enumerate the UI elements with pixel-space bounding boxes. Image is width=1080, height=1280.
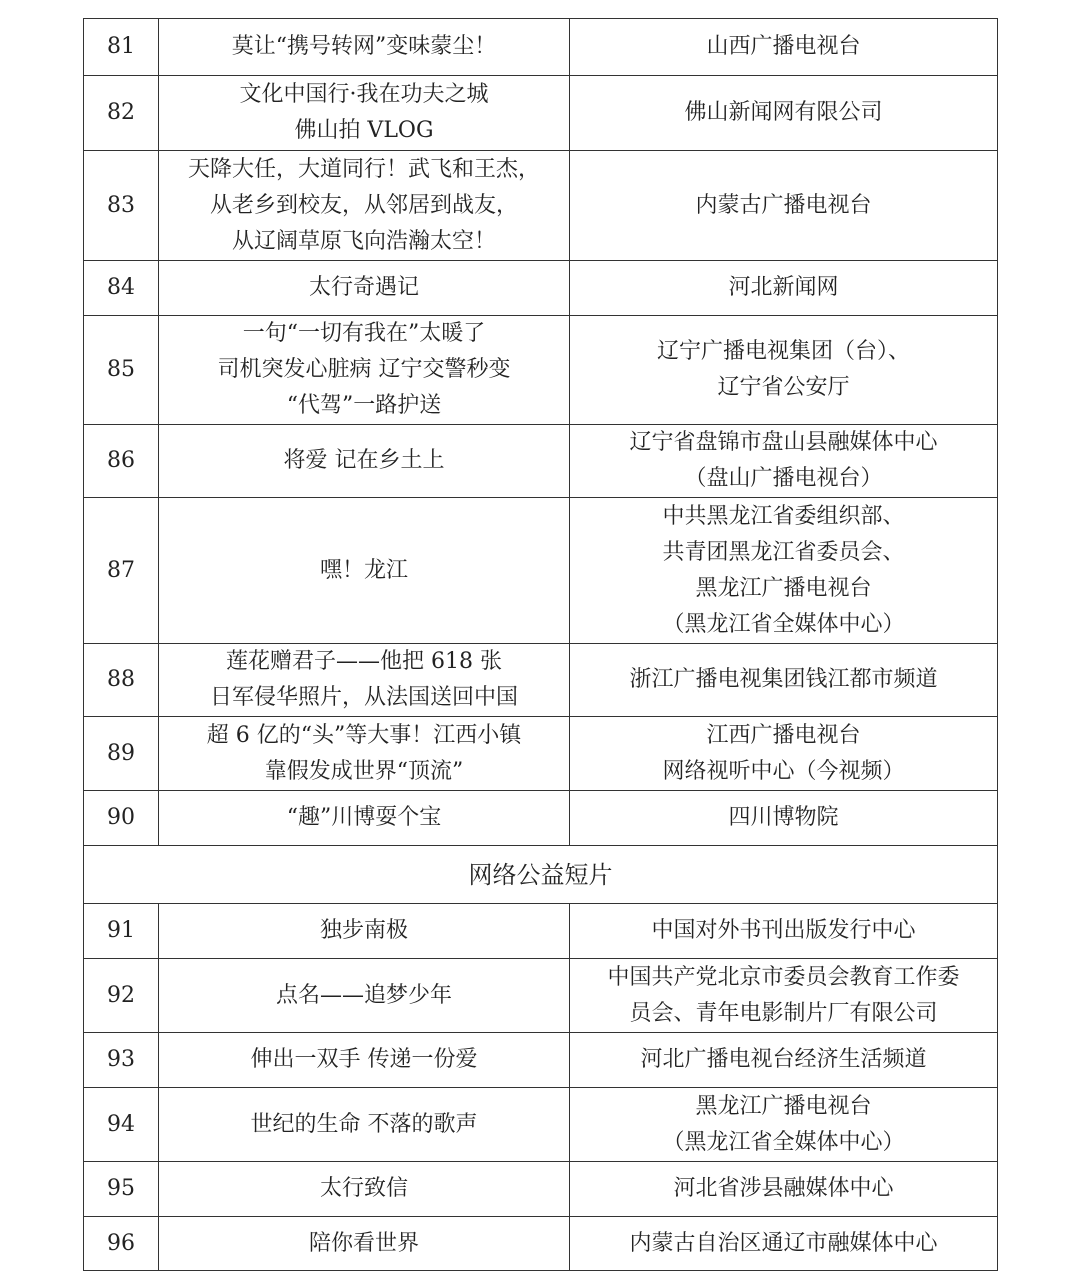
work-title-line: 佛山拍 VLOG xyxy=(294,118,434,143)
work-title-line: “代驾”一路护送 xyxy=(286,393,442,418)
table-row xyxy=(84,498,998,644)
organization-cell xyxy=(570,151,998,261)
organization-line: 浙江广播电视集团钱江都市频道 xyxy=(629,667,938,692)
table-row xyxy=(84,791,998,846)
organization-line: 佛山新闻网有限公司 xyxy=(684,100,883,125)
row-number: 96 xyxy=(84,1217,159,1271)
work-title-line: 文化中国行·我在功夫之城 xyxy=(239,82,489,107)
work-title-line: 嘿！龙江 xyxy=(319,557,408,583)
organization-line: 黑龙江广播电视台 xyxy=(695,575,872,601)
work-title-cell xyxy=(159,151,570,261)
organization-line: 中国对外书刊出版发行中心 xyxy=(651,918,916,943)
work-title-line: 伸出一双手 传递一份爱 xyxy=(250,1047,478,1072)
table-row xyxy=(84,1033,998,1088)
work-title-cell xyxy=(159,959,570,1033)
row-number: 90 xyxy=(84,791,159,846)
row-number: 85 xyxy=(84,316,159,425)
organization-line: 网络视听中心（今视频） xyxy=(662,758,905,784)
work-title-line: 莫让“携号转网”变味蒙尘！ xyxy=(231,34,497,59)
organization-cell xyxy=(570,1217,998,1271)
organization-line: 共青团黑龙江省委员会、 xyxy=(662,539,905,565)
table-row xyxy=(84,644,998,717)
organization-line: 江西广播电视台 xyxy=(706,722,861,748)
organization-cell xyxy=(570,1088,998,1162)
organization-line: 内蒙古广播电视台 xyxy=(695,192,872,218)
table-row xyxy=(84,316,998,425)
organization-line: （黑龙江省全媒体中心） xyxy=(662,611,905,637)
work-title-line: 天降大任，大道同行！武飞和王杰， xyxy=(187,156,540,182)
table-row xyxy=(84,151,998,261)
work-title-cell xyxy=(159,791,570,846)
work-title-line: “趣”川博耍个宝 xyxy=(286,805,442,830)
organization-cell xyxy=(570,791,998,846)
work-title-line: 将爱 记在乡土上 xyxy=(283,448,445,473)
row-number: 94 xyxy=(84,1088,159,1162)
row-number: 89 xyxy=(84,717,159,791)
organization-cell xyxy=(570,498,998,644)
organization-line: 河北广播电视台经济生活频道 xyxy=(640,1047,927,1072)
work-title-line: 陪你看世界 xyxy=(308,1230,419,1256)
row-number: 95 xyxy=(84,1162,159,1217)
work-title-line: 点名——追梦少年 xyxy=(275,982,452,1008)
organization-line: 四川博物院 xyxy=(728,805,839,830)
table-row xyxy=(84,261,998,316)
row-number: 83 xyxy=(84,151,159,261)
organization-cell xyxy=(570,959,998,1033)
organization-cell xyxy=(570,904,998,959)
work-title-cell xyxy=(159,717,570,791)
organization-line: 辽宁省盘锦市盘山县融媒体中心 xyxy=(629,430,938,455)
organization-cell xyxy=(570,261,998,316)
organization-line: （黑龙江省全媒体中心） xyxy=(662,1129,905,1155)
table-row xyxy=(84,76,998,151)
table-row xyxy=(84,904,998,959)
table-row xyxy=(84,19,998,76)
work-title-line: 司机突发心脏病 辽宁交警秒变 xyxy=(217,357,511,382)
work-title-line: 从辽阔草原飞向浩瀚太空！ xyxy=(231,228,496,254)
row-number: 82 xyxy=(84,76,159,151)
work-title-line: 太行奇遇记 xyxy=(308,275,419,300)
table-row xyxy=(84,717,998,791)
work-title-cell xyxy=(159,1217,570,1271)
work-title-line: 一句“一切有我在”太暖了 xyxy=(242,321,486,346)
work-title-line: 超 6 亿的“头”等大事！江西小镇 xyxy=(206,722,522,748)
row-number: 91 xyxy=(84,904,159,959)
row-number: 84 xyxy=(84,261,159,316)
organization-line: 辽宁省公安厅 xyxy=(717,375,850,400)
table-row xyxy=(84,425,998,498)
organization-line: 山西广播电视台 xyxy=(706,34,861,59)
organization-cell xyxy=(570,644,998,717)
work-title-cell xyxy=(159,1088,570,1162)
work-title-cell xyxy=(159,644,570,717)
organization-cell xyxy=(570,19,998,76)
organization-line: 员会、青年电影制片厂有限公司 xyxy=(629,1000,938,1026)
table-row xyxy=(84,1217,998,1271)
award-list-table xyxy=(83,18,998,1271)
work-title-cell xyxy=(159,904,570,959)
work-title-line: 独步南极 xyxy=(319,918,408,943)
work-title-cell xyxy=(159,1162,570,1217)
row-number: 81 xyxy=(84,19,159,76)
work-title-line: 莲花赠君子——他把 618 张 xyxy=(226,649,502,674)
organization-line: 中共黑龙江省委组织部、 xyxy=(662,503,905,529)
work-title-line: 靠假发成世界“顶流” xyxy=(264,758,464,784)
work-title-line: 太行致信 xyxy=(319,1176,408,1201)
organization-line: 辽宁广播电视集团（台）、 xyxy=(656,339,910,364)
work-title-cell xyxy=(159,261,570,316)
organization-line: （盘山广播电视台） xyxy=(684,466,883,491)
row-number: 88 xyxy=(84,644,159,717)
work-title-cell xyxy=(159,1033,570,1088)
work-title-cell xyxy=(159,19,570,76)
organization-line: 内蒙古自治区通辽市融媒体中心 xyxy=(629,1230,938,1256)
work-title-cell xyxy=(159,76,570,151)
row-number: 86 xyxy=(84,425,159,498)
section-title: 网络公益短片 xyxy=(84,846,998,904)
organization-cell xyxy=(570,1033,998,1088)
organization-line: 河北新闻网 xyxy=(728,275,839,300)
work-title-line: 从老乡到校友，从邻居到战友， xyxy=(209,192,518,218)
row-number: 93 xyxy=(84,1033,159,1088)
table-row xyxy=(84,1088,998,1162)
work-title-line: 世纪的生命 不落的歌声 xyxy=(250,1111,478,1137)
work-title-cell xyxy=(159,425,570,498)
organization-cell xyxy=(570,1162,998,1217)
organization-line: 中国共产党北京市委员会教育工作委 xyxy=(607,964,960,990)
table-row xyxy=(84,1162,998,1217)
row-number: 87 xyxy=(84,498,159,644)
work-title-cell xyxy=(159,316,570,425)
organization-cell xyxy=(570,316,998,425)
organization-cell xyxy=(570,717,998,791)
organization-line: 河北省涉县融媒体中心 xyxy=(673,1176,894,1201)
organization-cell xyxy=(570,425,998,498)
work-title-cell xyxy=(159,498,570,644)
organization-line: 黑龙江广播电视台 xyxy=(695,1093,872,1119)
organization-cell xyxy=(570,76,998,151)
work-title-line: 日军侵华照片，从法国送回中国 xyxy=(209,685,518,710)
section-header-row xyxy=(84,846,998,904)
row-number: 92 xyxy=(84,959,159,1033)
table-row xyxy=(84,959,998,1033)
